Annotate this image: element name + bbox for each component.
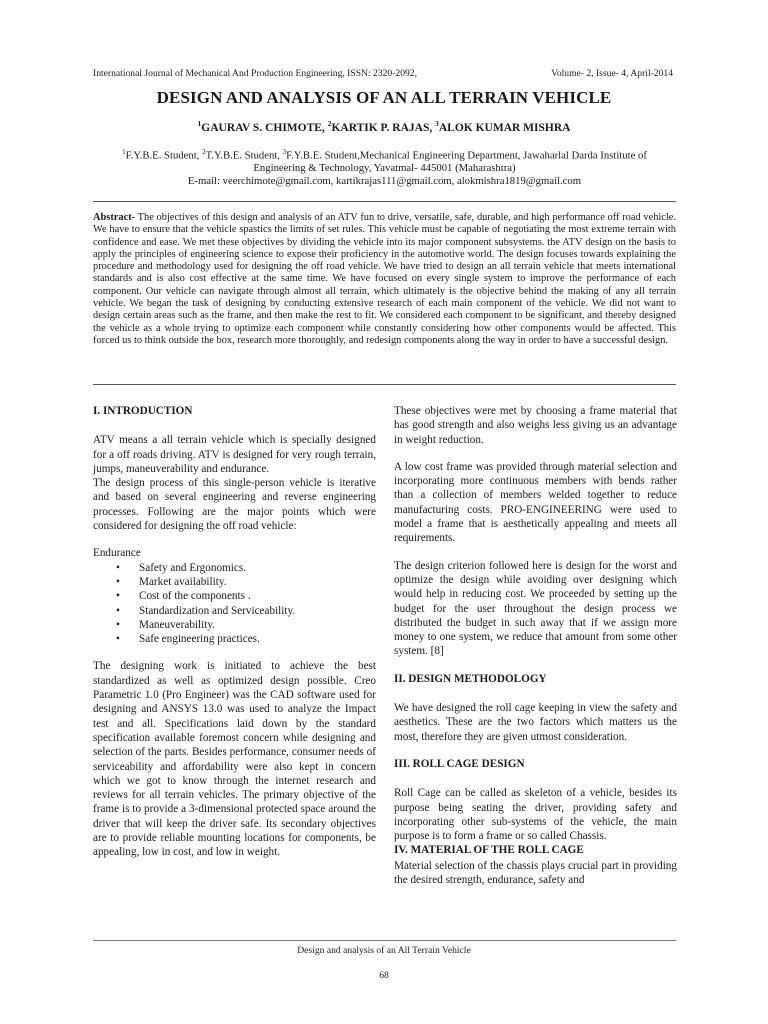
running-header [93, 68, 673, 79]
design-methodology-paragraph: We have designed the roll cage keeping in view the safety and aesthetics. These are the two factors which matters us the most, therefore they are given utmost consideration. [394, 702, 677, 743]
author-emails: E-mail: veerchimote@gmail.com, kartikrajas111@gmail.com, alokmishra1819@gmail.com [187, 174, 582, 187]
abstract [93, 212, 676, 347]
section-heading-design-methodology: II. DESIGN METHODOLOGY [394, 672, 547, 685]
volume-issue: Volume- 2, Issue- 4, April-2014 [551, 68, 673, 79]
affil-num-2: 2 [202, 148, 206, 156]
affiliation-line-2: Engineering & Technology, Yavatmal- 445001 (Maharashtra) [253, 162, 516, 175]
abstract-bottom-rule [93, 384, 676, 385]
list-item: • Maneuverability. [93, 618, 376, 632]
paper-title: DESIGN AND ANALYSIS OF AN ALL TERRAIN VEHICLE [156, 88, 612, 107]
list-item: • Cost of the components . [93, 589, 376, 603]
journal-name: International Journal of Mechanical And Production Engineering, ISSN: 2320-2092, [93, 68, 417, 79]
page-number: 68 [379, 970, 389, 981]
left-column [93, 404, 376, 873]
list-item: • Market availability. [93, 575, 376, 589]
author-1-number: 1 [197, 119, 202, 128]
affil-text-1: F.Y.B.E. Student, [125, 149, 203, 162]
right-column [394, 404, 677, 887]
author-2-name: KARTIK P. RAJAS, [331, 121, 436, 134]
affil-text-3: F.Y.B.E. Student,Mechanical Engineering Department, Jawaharlal Darda Institute of [286, 149, 647, 162]
author-list [0, 119, 768, 134]
affil-num-3: 3 [282, 148, 287, 156]
material-paragraph: Material selection of the chassis plays crucial part in providing the desired strength, endurance, safety and [394, 859, 677, 887]
section-heading-introduction: I. INTRODUCTION [93, 405, 193, 417]
footer-text: Design and analysis of an All Terrain Vehicle [297, 945, 471, 956]
section-heading-roll-cage-design: III. ROLL CAGE DESIGN [394, 757, 525, 770]
design-points-list [93, 561, 376, 647]
list-item: • Safe engineering practices. [93, 632, 376, 646]
abstract-label: Abstract- [93, 212, 136, 223]
footer-rule [93, 940, 676, 941]
list-title: Endurance [93, 547, 141, 560]
affil-text-2: T.Y.B.E. Student, [205, 149, 283, 162]
right-paragraph-1: These objectives were met by choosing a frame material that has good strength and also weighs less giving us an advantage in weight reduction. [394, 405, 677, 446]
author-3-name: ALOK KUMAR MISHRA [438, 121, 571, 134]
list-item: • Safety and Ergonomics. [93, 561, 376, 575]
author-1-name: GAURAV S. CHIMOTE, [201, 121, 328, 134]
intro-paragraph-3: The designing work is initiated to achieve the best standardized as well as optimized design possible. Creo Parametric 1.0 (Pro Engineer) was the CAD software used for designing and ANSYS 13.0 was used to analyze the Impact test and all. Specifications laid down by the standard specification available foremost concern while designing and selection of the parts. Besides performance, consumer needs of serviceability and affordability were also kept in concern which we got to know through the internet research and reviews for all terrain vehicles. The primary objective of the frame is to provide a 3-dimensional protected space around the driver that will keep the driver safe. Its secondary objectives are to provide reliable mounting locations for components, be appealing, low in cost, and low in weight. [93, 660, 376, 859]
list-item: • Standardization and Serviceability. [93, 604, 376, 618]
affil-num-1: 1 [122, 148, 126, 156]
abstract-top-rule [93, 201, 676, 202]
author-2-number: 2 [327, 119, 332, 128]
affiliation [93, 146, 676, 187]
author-3-number: 3 [435, 119, 439, 128]
right-paragraph-3: The design criterion followed here is design for the worst and optimize the design while avoiding over designing which would help in reducing cost. We proceeded by setting up the budget for the user throughout the design process we distributed the budget in such away that if we assign more money to one system, we reduce that amount from some other system. [8] [394, 559, 677, 658]
intro-paragraph-2: The design process of this single-person vehicle is iterative and based on several engineering and reverse engineering processes. Following are the major points which were considered for designing the off road vehicle: [93, 477, 376, 533]
affiliation-line-1 [93, 146, 676, 162]
section-heading-roll-cage-material: IV. MATERIAL OF THE ROLL CAGE [394, 844, 584, 857]
right-paragraph-2: A low cost frame was provided through material selection and incorporating more continuous members with bends rather than a collection of members welded together to reduce manufacturing costs. PRO-ENGINEERING were used to model a frame that is aesthetically appealing and meets all requirements. [394, 460, 677, 545]
intro-paragraph-1: ATV means a all terrain vehicle which is specially designed for a off roads driving. ATV is designed for very rough terrain, jumps, maneuverability and endurance. [93, 434, 376, 475]
roll-cage-paragraph: Roll Cage can be called as skeleton of a vehicle, besides its purpose being seating the driver, providing safety and incorporating other sub-systems of the vehicle, the main purpose is to form a frame or so called Chassis. [394, 787, 677, 843]
abstract-text: The objectives of this design and analysis of an ATV fun to drive, versatile, safe, durable, and high performance off road vehicle. We have to ensure that the vehicle spastics the limits of set rules. This vehicle must be capable of negotiating the most extreme terrain with confidence and ease. We met these objectives by dividing the vehicle into its major component subsystems. the ATV design on the basis to apply the principles of engineering science to expose their proficiency in the automotive world. The design focuses towards explaining the procedure and methodology used for designing the off road vehicle. We have tried to design an all terrain vehicle that meets international standards and is also cost effective at the same time. We have focused on every single system to improve the performance of each component. Our vehicle can navigate through almost all terrain, which ultimately is the objective behind the making of any all terrain vehicle. We began the task of designing by conducting extensive research of each main component of the vehicle. We did not want to design certain areas such as the frame, and then make the rest to fit. We considered each component to be significant, and thereby designed the vehicle as a whole trying to optimize each component while constantly considering how other components would be affected. This forced us to think outside the box, research more thoroughly, and redesign components along the way in order to have a successful design. [93, 212, 676, 346]
